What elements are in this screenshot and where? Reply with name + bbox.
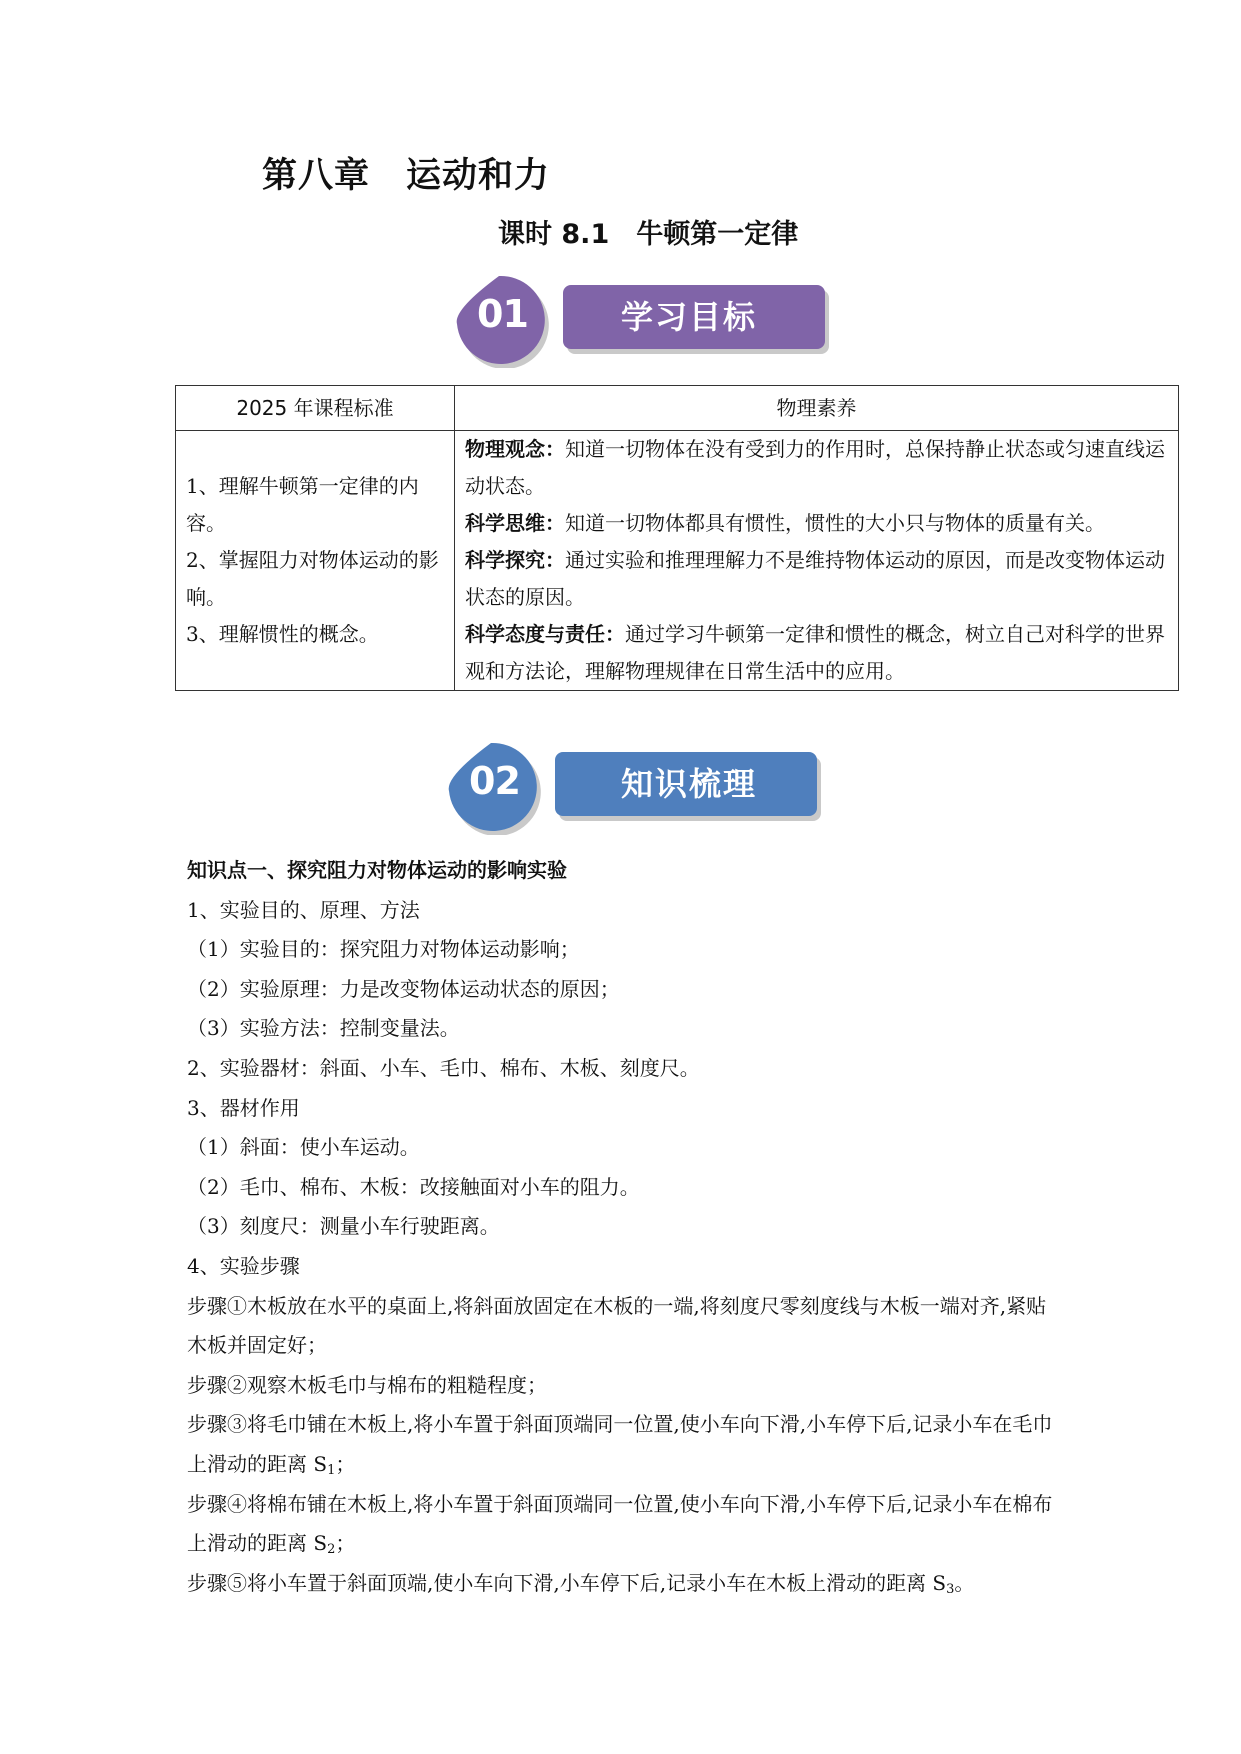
section-badge-knowledge — [437, 735, 857, 835]
section-number: 01 — [477, 292, 528, 336]
subscript: 2 — [327, 1542, 336, 1558]
section-label: 知识梳理 — [621, 765, 758, 803]
paragraph: （1）斜面：使小车运动。 — [187, 1135, 420, 1160]
table-header-row — [176, 386, 1179, 431]
step-text: 步骤④将棉布铺在木板上,将小车置于斜面顶端同一位置,使小车向下滑,小车停下后,记录小车在棉布上滑动的距离 S — [187, 1491, 1053, 1556]
paragraph: 4、实验步骤 — [187, 1253, 300, 1278]
knowledge-heading: 知识点一、探究阻力对物体运动的影响实验 — [187, 858, 567, 882]
chapter-title: 第八章 运动和力 — [262, 156, 551, 196]
literacy-text: 通过学习牛顿第一定律和惯性的概念，树立自己对科学的世界观和方法论，理解物理规律在日常生活中的应用。 — [465, 622, 1165, 683]
literacy-term: 科学思维： — [465, 511, 565, 535]
paragraph: （2）实验原理：力是改变物体运动状态的原因； — [187, 976, 620, 1001]
subscript: 3 — [946, 1581, 955, 1597]
literacy-item — [465, 431, 1168, 505]
standards-cell — [176, 431, 455, 691]
literacy-item — [465, 616, 1168, 690]
step-end: ； — [335, 1451, 356, 1476]
table-header-literacy: 物理素养 — [455, 386, 1179, 431]
paragraph: 1、实验目的、原理、方法 — [187, 897, 420, 922]
lesson-title: 课时 8.1 牛顿第一定律 — [498, 219, 799, 250]
table-row — [176, 431, 1179, 691]
literacy-cell — [455, 431, 1179, 691]
step-4 — [187, 1485, 1057, 1564]
literacy-term: 科学探究： — [465, 548, 565, 572]
paragraph: （2）毛巾、棉布、木板：改接触面对小车的阻力。 — [187, 1174, 640, 1199]
literacy-item — [465, 542, 1168, 616]
standard-item: 2、掌握阻力对物体运动的影响。 — [186, 548, 439, 609]
paragraph: （1）实验目的：探究阻力对物体运动影响； — [187, 937, 580, 962]
literacy-text: 通过实验和推理理解力不是维持物体运动的原因，而是改变物体运动状态的原因。 — [465, 548, 1165, 609]
knowledge-body — [187, 851, 1057, 1603]
step-text: 步骤⑤将小车置于斜面顶端,使小车向下滑,小车停下后,记录小车在木板上滑动的距离 S — [187, 1570, 947, 1595]
standard-item: 3、理解惯性的概念。 — [186, 622, 379, 646]
step-1: 步骤①木板放在水平的桌面上,将斜面放固定在木板的一端,将刻度尺零刻度线与木板一端对齐,紧贴木板并固定好； — [187, 1293, 1047, 1358]
literacy-text: 知道一切物体在没有受到力的作用时，总保持静止状态或匀速直线运动状态。 — [465, 437, 1165, 498]
section-label: 学习目标 — [621, 298, 758, 336]
section-badge-learning-goals — [445, 268, 865, 368]
paragraph: 3、器材作用 — [187, 1095, 300, 1120]
step-end: 。 — [954, 1570, 975, 1595]
literacy-term: 物理观念： — [465, 437, 565, 461]
step-5 — [187, 1564, 1057, 1604]
step-text: 步骤③将毛巾铺在木板上,将小车置于斜面顶端同一位置,使小车向下滑,小车停下后,记录小车在毛巾上滑动的距离 S — [187, 1412, 1053, 1476]
section-number: 02 — [469, 759, 520, 803]
literacy-item — [465, 505, 1168, 542]
table-header-standard: 2025 年课程标准 — [176, 386, 455, 431]
step-2: 步骤②观察木板毛巾与棉布的粗糙程度； — [187, 1372, 547, 1397]
paragraph: （3）刻度尺：测量小车行驶距离。 — [187, 1214, 500, 1239]
step-3 — [187, 1405, 1057, 1484]
paragraph: 2、实验器材：斜面、小车、毛巾、棉布、木板、刻度尺。 — [187, 1055, 700, 1080]
goals-table — [175, 385, 1179, 691]
standard-item: 1、理解牛顿第一定律的内容。 — [186, 474, 419, 535]
subscript: 1 — [327, 1462, 336, 1478]
paragraph: （3）实验方法：控制变量法。 — [187, 1016, 460, 1041]
step-end: ； — [335, 1531, 356, 1556]
literacy-term: 科学态度与责任： — [465, 622, 625, 646]
literacy-text: 知道一切物体都具有惯性，惯性的大小只与物体的质量有关。 — [565, 511, 1105, 535]
